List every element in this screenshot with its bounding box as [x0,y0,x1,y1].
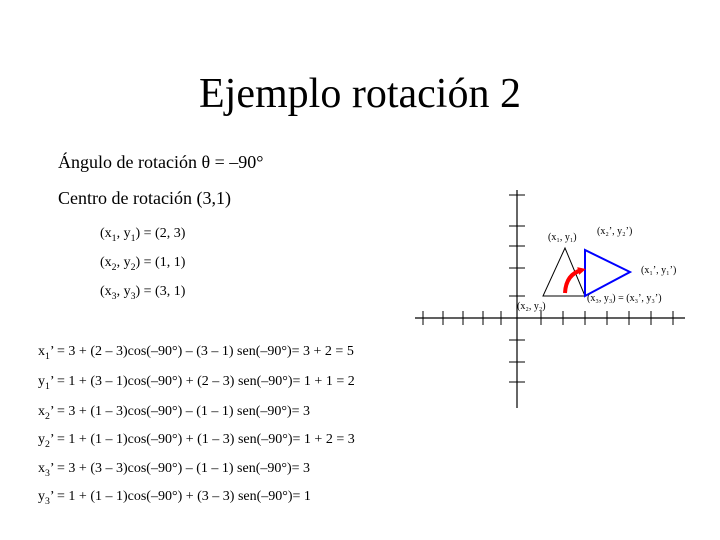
label-p1: (x₁, y₁) [548,232,577,243]
slide-title: Ejemplo rotación 2 [199,71,521,117]
equation-x3: $x_3$’ = 3 + (3 – 3)cos(–90°) – (1 – 1) sen(–90°)= 3 [38,461,311,479]
equation-y3: $y_3$’ = 1 + (1 – 1)cos(–90°) + (3 – 3) sen(–90°)= 1 [38,489,311,507]
axis-ticks [423,195,673,382]
angle-text: Ángulo de rotación θ = –90° [58,152,264,172]
equation-x2: $x_2$’ = 3 + (1 – 3)cos(–90°) – (1 – 1) sen(–90°)= 3 [38,404,311,422]
equation-y1: $y_1$’ = 1 + (3 – 1)cos(–90°) + (2 – 3) sen(–90°)= 1 + 1 = 2 [38,374,355,392]
point-2-text: ($x_2$, $y_2) = (1$, 1) [100,255,186,273]
rotated-triangle [585,250,630,296]
label-p3: (x₃, y₃) = (x₃’, y₃’) [587,293,662,304]
center-text: Centro de rotación (3,1) [58,188,231,208]
point-1-text: ($x_1$, $y_1) = (2$, 3) [100,226,186,244]
equation-x1: $x_1$’ = 3 + (2 – 3)cos(–90°) – (3 – 1) sen(–90°)= 3 + 2 = 5 [38,344,354,362]
label-p2-prime: (x₂’, y₂’) [597,226,633,237]
point-3-text: ($x_3$, $y_3) = (3$, 1) [100,284,186,302]
label-p2: (x₂, y₂) [517,301,546,312]
equation-y2: $y_2$’ = 1 + (1 – 1)cos(–90°) + (1 – 3) sen(–90°)= 1 + 2 = 3 [38,432,355,450]
label-p1-prime: (x₁’, y₁’) [641,265,677,276]
